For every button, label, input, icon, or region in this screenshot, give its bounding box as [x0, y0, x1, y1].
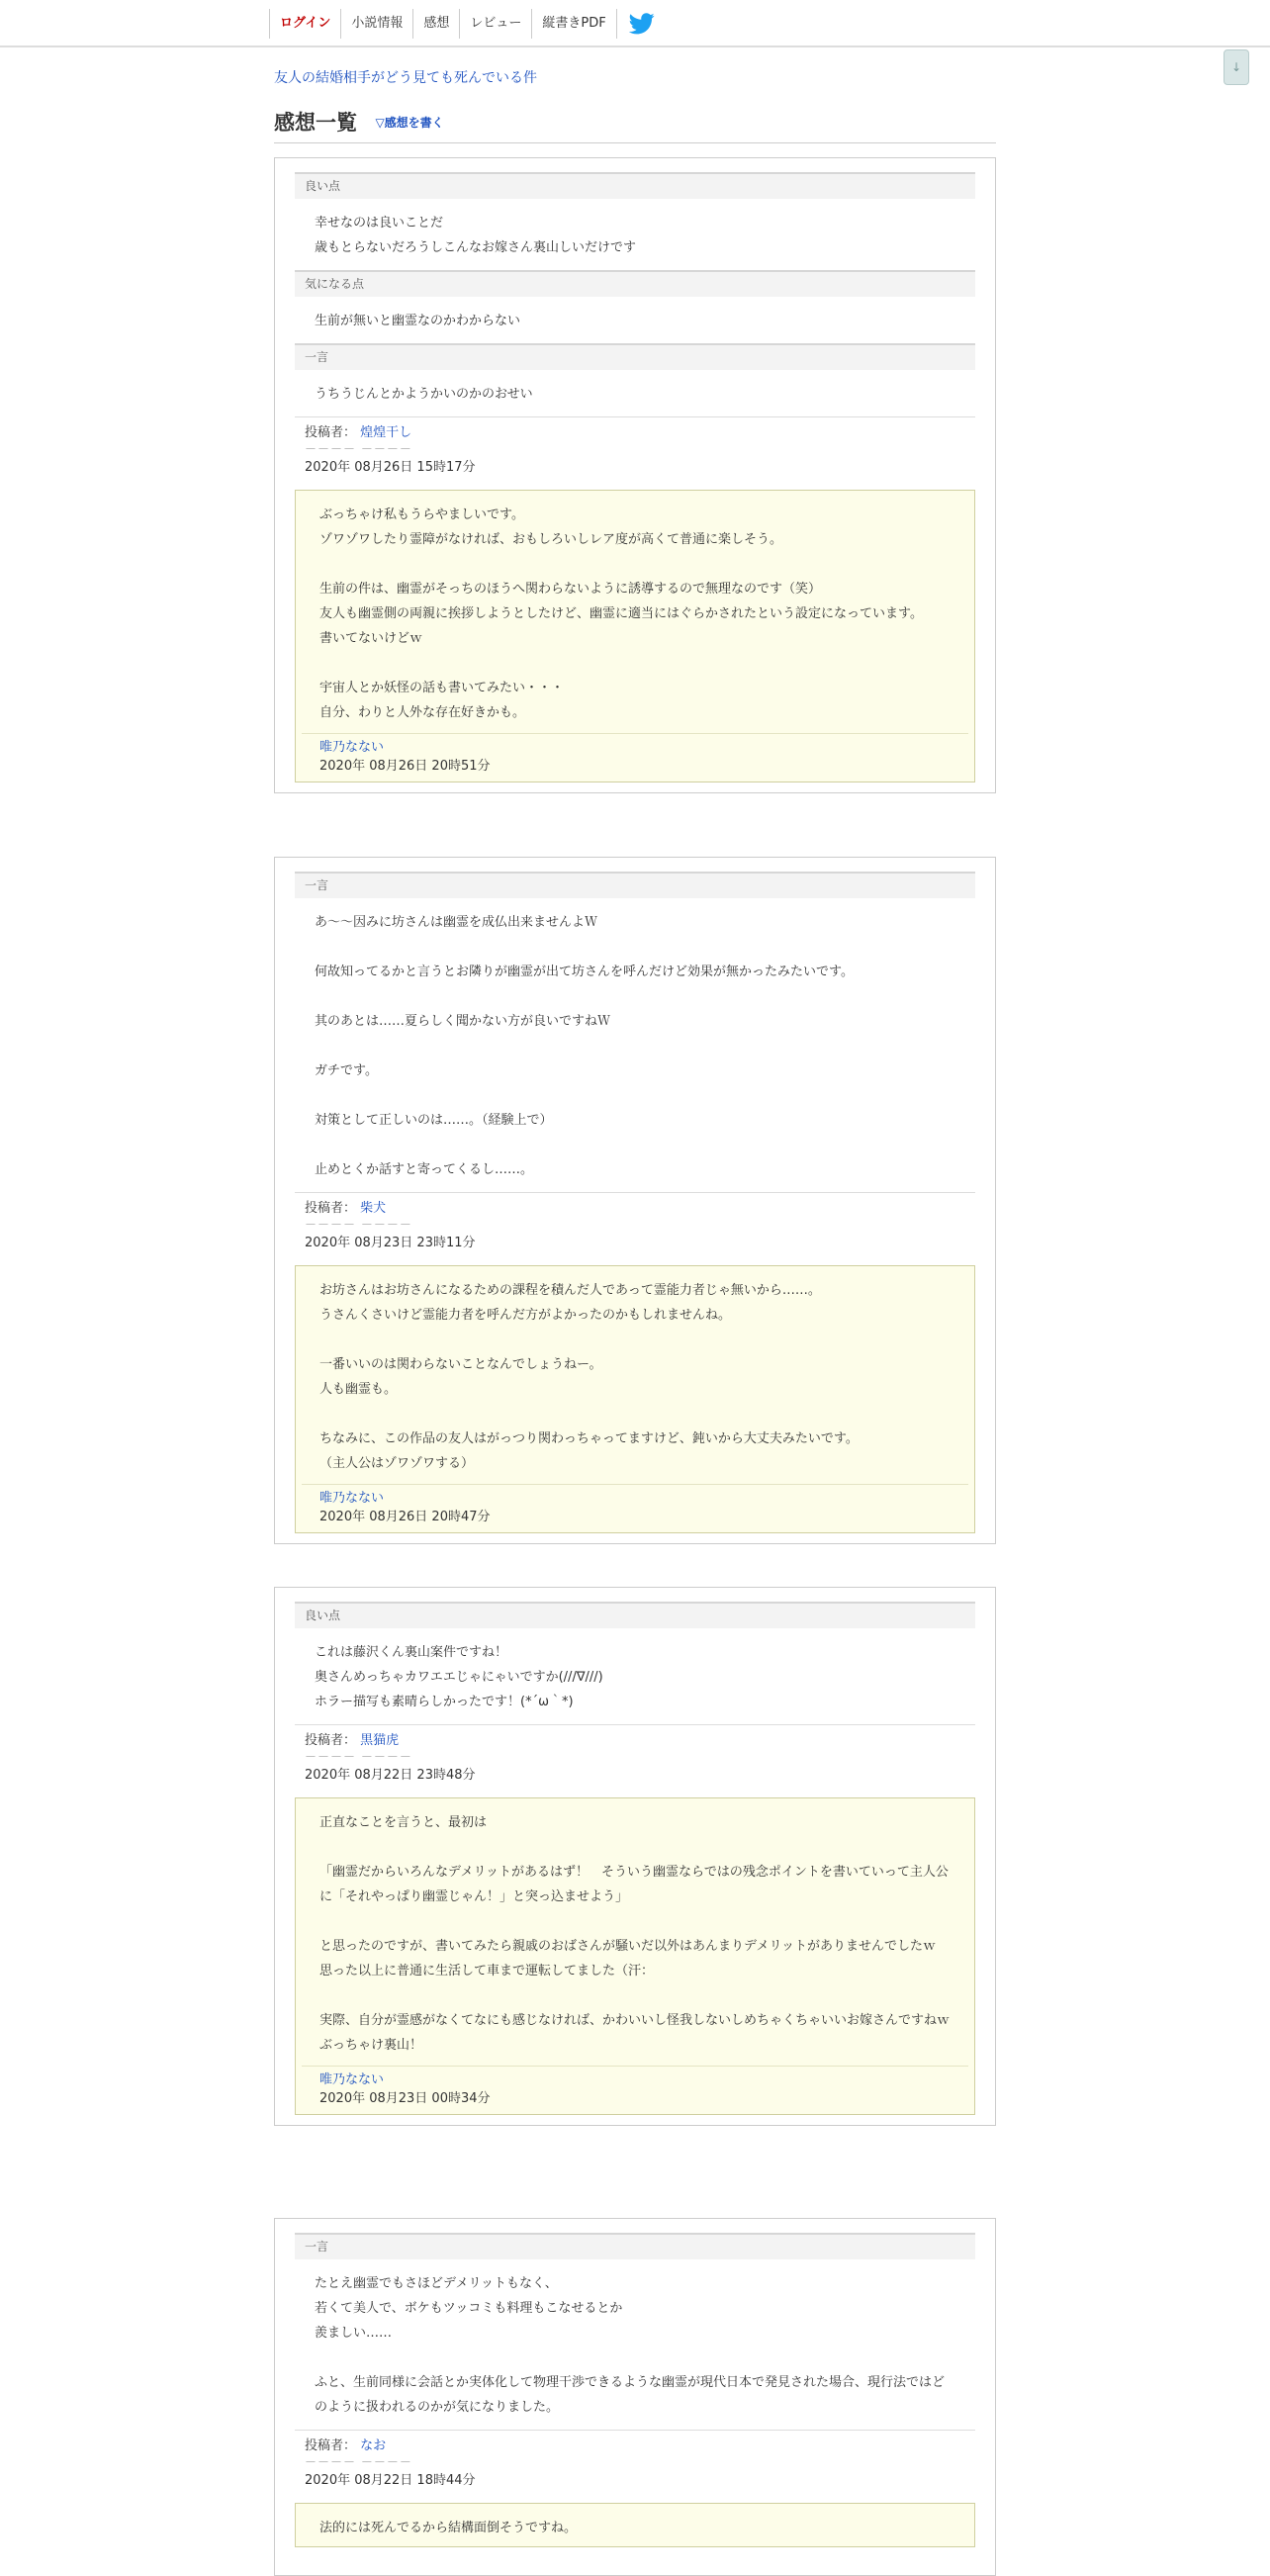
- reply-date: 2020年 08月26日 20時51分: [319, 759, 491, 774]
- comment-text: あ～～因みに坊さんは幽霊を成仏出来ませんよＷ 何故知ってるかと言うとお隣りが幽霊が出て坊さんを呼んだけど効果が無かったみたいです。 其のあとは……夏らしく聞かない方が良いですねＷ ガチです。 対策として正しいのは……。（経験上で） 止めとくか話すと寄ってくるし……。: [315, 915, 854, 1177]
- author-label: 投稿者：: [305, 1201, 357, 1216]
- author-reply: [295, 1265, 975, 1533]
- impression-card: [274, 157, 996, 793]
- author-link[interactable]: 煌煌干し: [360, 425, 412, 440]
- heading-row: [274, 107, 996, 143]
- section-header-good-points: 良い点: [295, 1602, 975, 1628]
- section-header-good-points: 良い点: [295, 172, 975, 199]
- post-meta: [295, 2430, 975, 2495]
- author-link[interactable]: 黒猫虎: [360, 1733, 400, 1748]
- nav-vertical-pdf-link[interactable]: 縦書きPDF: [531, 9, 616, 39]
- section-header-comment: 一言: [295, 343, 975, 370]
- reply-date: 2020年 08月26日 20時47分: [319, 1510, 491, 1524]
- reply-author-link[interactable]: 唯乃なない: [319, 1491, 385, 1506]
- post-meta: [295, 1724, 975, 1790]
- post-date: 2020年 08月22日 23時48分: [305, 1768, 476, 1783]
- scroll-down-button[interactable]: ↓: [1224, 49, 1249, 85]
- comment-text: たとえ幽霊でもさほどデメリットもなく、 若くて美人で、ボケもツッコミも料理もこなせるとか 羨ましい…… ふと、生前同様に会話とか実体化して物理干渉できるような幽霊が現代日本で発見された場合、現行法ではどのように扱われるのかが気になりました。: [315, 2276, 946, 2415]
- comment-text: うちうじんとかようかいのかのおせい: [315, 387, 533, 402]
- write-impression-link[interactable]: ▽感想を書く: [375, 116, 444, 130]
- author-reply: [295, 1797, 975, 2115]
- reply-author-link[interactable]: 唯乃なない: [319, 740, 385, 755]
- top-navigation: [0, 0, 1270, 47]
- post-date: 2020年 08月23日 23時11分: [305, 1236, 476, 1250]
- reply-text: 正直なことを言うと、最初は 「幽霊だからいろんなデメリットがあるはず！ そういう幽霊ならではの残念ポイントを書いていって主人公に「それやっぱり幽霊じゃん！」と突っ込ませよう」 と思ったのですが、書いてみたら親戚のおばさんが騒いだ以外はあんまりデメリットがありませんでしたｗ 思った以上に普通に生活して車まで運転してました（汗： 実際、自分が霊感がなくてなにも感じなければ、かわいいし怪我しないしめちゃくちゃいいお嫁さんですねｗ ぶっちゃけ裏山！: [319, 1815, 951, 2053]
- section-header-concerns: 気になる点: [295, 270, 975, 297]
- novel-title-link[interactable]: 友人の結婚相手がどう見ても死んでいる件: [274, 70, 537, 86]
- reply-text: 法的には死んでるから結構面倒そうですね。: [319, 2521, 578, 2535]
- author-label: 投稿者：: [305, 1733, 357, 1748]
- twitter-bird-icon[interactable]: [629, 9, 657, 39]
- impression-card: [274, 2218, 996, 2576]
- dashes-divider: －－－－ －－－－: [305, 2455, 412, 2469]
- reply-text: お坊さんはお坊さんになるための課程を積んだ人であって霊能力者じゃ無いから……。 うさんくさいけど霊能力者を呼んだ方がよかったのかもしれませんね。 一番いいのは関わらないことなんでしょうねー。 人も幽霊も。 ちなみに、この作品の友人はがっつり関わっちゃってますけど、鈍いから大丈夫みたいです。 （主人公はゾワゾワする）: [319, 1283, 859, 1471]
- concerns-text: 生前が無いと幽霊なのかわからない: [315, 314, 521, 328]
- post-date: 2020年 08月22日 18時44分: [305, 2473, 476, 2488]
- reply-footer: [302, 2066, 968, 2108]
- reply-footer: [302, 1484, 968, 1526]
- nav-list: [269, 9, 657, 39]
- good-points-text: 幸せなのは良いことだ 歳もとらないだろうしこんなお嫁さん裏山しいだけです: [315, 216, 637, 255]
- impression-card: [274, 1587, 996, 2126]
- dashes-divider: －－－－ －－－－: [305, 1218, 412, 1232]
- section-header-comment: 一言: [295, 872, 975, 898]
- post-meta: [295, 416, 975, 482]
- impression-card: [274, 857, 996, 1544]
- nav-review-link[interactable]: レビュー: [459, 9, 531, 39]
- reply-footer: [302, 733, 968, 776]
- author-reply: [295, 490, 975, 782]
- nav-novel-info-link[interactable]: 小説情報: [340, 9, 412, 39]
- author-link[interactable]: 柴犬: [360, 1201, 387, 1216]
- post-date: 2020年 08月26日 15時17分: [305, 460, 476, 475]
- nav-login-link[interactable]: ログイン: [269, 9, 340, 39]
- author-label: 投稿者：: [305, 2438, 357, 2453]
- author-link[interactable]: なお: [360, 2438, 387, 2453]
- dashes-divider: －－－－ －－－－: [305, 1750, 412, 1764]
- author-reply: [295, 2503, 975, 2547]
- section-header-comment: 一言: [295, 2233, 975, 2259]
- post-meta: [295, 1192, 975, 1257]
- reply-text: ぶっちゃけ私もうらやましいです。 ゾワゾワしたり霊障がなければ、おもしろいしレア度が高くて普通に楽しそう。 生前の件は、幽霊がそっちのほうへ関わらないように誘導するので無理なのです（笑） 友人も幽霊側の両親に挨拶しようとしたけど、幽霊に適当にはぐらかされたという設定になっています。 書いてないけどｗ 宇宙人とか妖怪の話も書いてみたい・・・ 自分、わりと人外な存在好きかも。: [319, 507, 923, 720]
- dashes-divider: －－－－ －－－－: [305, 442, 412, 456]
- author-label: 投稿者：: [305, 425, 357, 440]
- reply-author-link[interactable]: 唯乃なない: [319, 2072, 385, 2087]
- good-points-text: これは藤沢くん裏山案件ですね！ 奥さんめっちゃカワエエじゃにゃいですか(///∇///) ホラー描写も素晴らしかったです！(*´ω｀*): [315, 1645, 603, 1709]
- reply-date: 2020年 08月23日 00時34分: [319, 2091, 491, 2106]
- page-title: 感想一覧: [274, 111, 357, 135]
- nav-impressions-link[interactable]: 感想: [412, 9, 459, 39]
